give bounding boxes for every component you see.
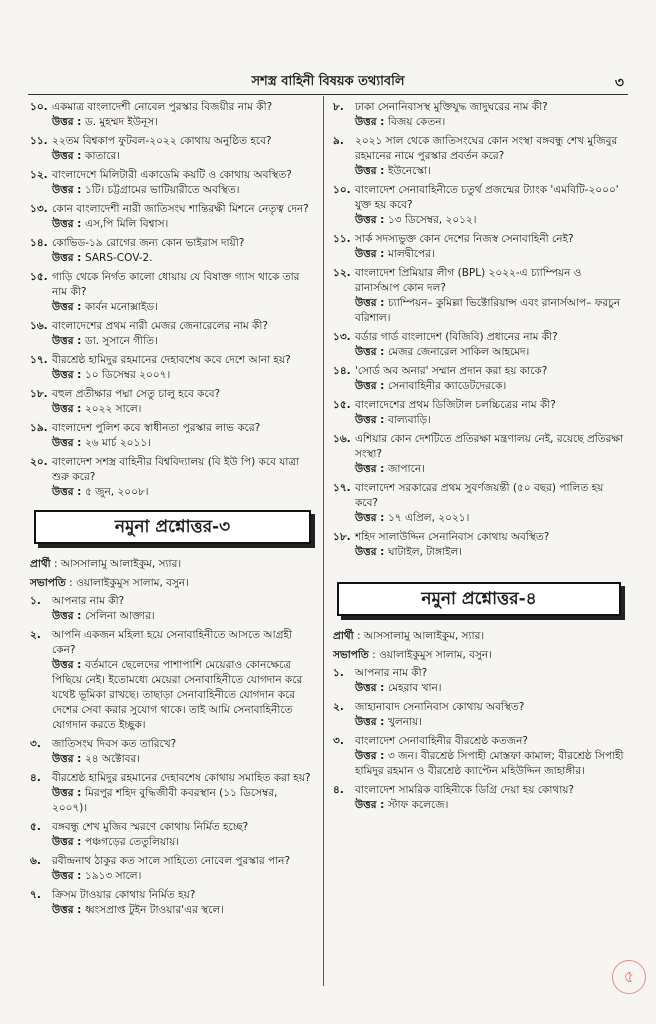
question <box>333 700 625 715</box>
question <box>30 854 315 869</box>
question-text: গাড়ি থেকে নির্গত কালো ধোয়ায় যে বিষাক্ত গ্যাস থাকে তার নাম কী? <box>52 271 300 298</box>
question <box>333 432 625 462</box>
question-number: ২. <box>30 629 41 641</box>
chair-label: সভাপতি <box>30 577 66 589</box>
question-number: ৩. <box>333 735 344 747</box>
answer: উত্তর : পঞ্চগড়ের তেতুলিয়ায়। <box>52 836 180 848</box>
qa-item <box>30 353 315 383</box>
question-number: ১. <box>333 667 344 679</box>
watermark-stamp-icon: ৫ <box>612 960 646 994</box>
answer: উত্তর : বর্তমানে ছেলেদের পাশাপাশি মেয়েরাও কোনক্ষেত্রে পিছিয়ে নেই। ইতোমধ্যে মেয়েরা সেনাবাহিনীতে যোগদান করে যথেষ্ট ভূমিকা রাখছে। তাছাড়া সেনাবাহিনীতে যোগদান করে দেশের সেবা করার সুযোগ থাকে। তাই আমি সেনাবাহিনীতে যোগদান করতে ইচ্ছুক। <box>52 659 303 731</box>
question <box>333 100 625 115</box>
answer: উত্তর : ১০ ডিসেম্বর ২০০৭। <box>52 369 171 381</box>
answer-label: উত্তর <box>355 297 377 309</box>
answer-label: উত্তর <box>52 252 74 264</box>
question-text: 'সোর্ড অব অনার' সম্মান প্রদান করা হয় কাকে? <box>355 365 548 377</box>
answer: উত্তর : ৩ জন। বীরশ্রেষ্ঠ সিপাহী মোস্তফা কামাল; বীরশ্রেষ্ঠ সিপাহী হামিদুর রহমান ও বীরশ্রেষ্ঠ ক্যাপ্টেন মহিউদ্দিন জাহাঙ্গীর। <box>355 750 624 777</box>
question-number: ১৬. <box>333 433 351 445</box>
question <box>333 666 625 681</box>
section-3-question-list <box>30 594 315 918</box>
qa-item <box>30 236 315 266</box>
question-text: জাহানাবাদ সেনানিবাস কোথায় অবস্থিত? <box>355 701 525 713</box>
answer-label: উত্তর <box>52 904 74 916</box>
qa-item <box>30 455 315 500</box>
question <box>333 330 625 345</box>
qa-item <box>333 100 625 130</box>
answer: উত্তর : ধ্বংসপ্রাপ্ত টুইন টাওয়ার'এর স্থলে। <box>52 904 224 916</box>
qa-item <box>30 628 315 733</box>
question-text: ক্রিসম টাওয়ার কোথায় নির্মিত হয়? <box>52 889 196 901</box>
question-text: শহিদ সালাউদ্দিন সেনানিবাস কোথায় অবস্থিত? <box>355 531 550 543</box>
question-text: বাংলাদেশে মিলিটারী একাডেমি কয়টি ও কোথায় অবস্থিত? <box>52 169 292 181</box>
qa-item <box>30 888 315 918</box>
question-text: বাংলাদেশ সরকারের প্রথম সুবর্ণজয়ন্তী (৫০ বছর) পালিত হয় কবে? <box>355 482 604 509</box>
qa-item <box>30 594 315 624</box>
question-number: ১. <box>30 595 41 607</box>
answer: উত্তর : ড. মুহম্মদ ইউনূস। <box>52 116 158 128</box>
answer: উত্তর : SARS-COV-2. <box>52 252 153 264</box>
question-number: ৪. <box>30 772 41 784</box>
answer-text: ২৪ অক্টোবর। <box>84 753 141 765</box>
answer-label: উত্তর <box>52 836 74 848</box>
question-number: ৪. <box>333 784 344 796</box>
answer: উত্তর : ডা. সুসানে গীতি। <box>52 335 158 347</box>
left-question-list <box>30 100 315 500</box>
qa-item <box>333 666 625 696</box>
answer-label: উত্তর <box>355 214 377 226</box>
answer-text: কাতারে। <box>84 150 121 162</box>
answer-label: উত্তর <box>52 184 74 196</box>
answer: উত্তর : ঘাটাইল, টাঙ্গাইল। <box>355 546 463 558</box>
answer-text: ঘাটাইল, টাঙ্গাইল। <box>387 546 463 558</box>
question-text: আপনার নাম কী? <box>52 595 125 607</box>
question <box>333 266 625 296</box>
question-number: ১৪. <box>30 237 48 249</box>
question-number: ৫. <box>30 821 41 833</box>
question-number: ৬. <box>30 855 41 867</box>
candidate-greeting-2: প্রার্থী : আসসালামু আলাইকুম, স্যার। <box>333 630 485 642</box>
qa-item <box>333 364 625 394</box>
answer-text: সেলিনা আক্তার। <box>84 610 155 622</box>
question <box>333 364 625 379</box>
page-title: সশস্ত্র বাহিনী বিষয়ক তথ্যাবলি <box>251 74 405 89</box>
question <box>30 168 315 183</box>
question-text: সার্ক সদস্যভুক্ত কোন দেশের নিজস্ব সেনাবাহিনী নেই? <box>355 233 574 245</box>
question-number: ১০. <box>30 101 48 113</box>
section-4-question-list <box>333 666 625 813</box>
qa-item <box>30 168 315 198</box>
chair-greeting-2: সভাপতি : ওয়ালাইকুমুস সালাম, বসুন। <box>333 649 492 661</box>
question <box>30 421 315 436</box>
question-number: ১৯. <box>30 422 48 434</box>
qa-item <box>30 421 315 451</box>
answer: উত্তর : ২০২২ সালে। <box>52 403 142 415</box>
question-text: ঢাকা সেনানিবাসস্থ মুক্তিযুদ্ধ জাদুঘরের নাম কী? <box>355 101 548 113</box>
column-divider <box>323 96 324 986</box>
question <box>30 455 315 485</box>
answer-text: ইউনেস্কো। <box>387 165 431 177</box>
answer-text: SARS-COV-2. <box>84 252 153 264</box>
question-number: ৩. <box>30 738 41 750</box>
qa-item <box>333 330 625 360</box>
answer: উত্তর : সেনাবাহিনীর ক্যাডেটদেরকে। <box>355 380 507 392</box>
question-number: ৯. <box>333 135 344 147</box>
answer: উত্তর : চ্যাম্পিয়ন– কুমিল্লা ভিক্টোরিয়ান্স এবং রানার্সআপ– ফরচুন বরিশাল। <box>355 297 621 324</box>
question <box>30 270 315 300</box>
question-number: ১১. <box>30 135 48 147</box>
qa-item <box>30 737 315 767</box>
answer-label: উত্তর <box>355 546 377 558</box>
question <box>30 888 315 903</box>
question-number: ১৮. <box>333 531 351 543</box>
question <box>333 232 625 247</box>
question <box>30 319 315 334</box>
answer-label: উত্তর <box>355 750 377 762</box>
question <box>30 134 315 149</box>
answer-text: ১৯১৩ সালে। <box>84 870 142 882</box>
question-text: ২২তম বিশ্বকাপ ফুটবল-২০২২ কোথায় অনুষ্ঠিত হবে? <box>52 135 272 147</box>
question-number: ১২. <box>30 169 48 181</box>
question <box>333 134 625 164</box>
answer-text: মালদ্বীপের। <box>387 248 435 260</box>
section-4-heading: নমুনা প্রশ্নোত্তর-৪ <box>337 582 621 616</box>
answer: উত্তর : ১৩ ডিসেম্বর, ২০১২। <box>355 214 477 226</box>
answer: উত্তর : কাতারে। <box>52 150 121 162</box>
answer-text: বাল্যবাড়ি। <box>387 414 431 426</box>
answer-label: উত্তর <box>52 218 74 230</box>
question-text: আপনার নাম কী? <box>355 667 428 679</box>
answer-label: উত্তর <box>52 486 74 498</box>
question-text: বর্ডার গার্ড বাংলাদেশ (বিজিবি) প্রধানের নাম কী? <box>355 331 558 343</box>
question-number: ১০. <box>333 184 351 196</box>
question <box>30 628 315 658</box>
question-number: ১৫. <box>333 399 351 411</box>
question <box>30 771 315 786</box>
question-text: বাংলাদেশ সেনাবাহিনীর বীরশ্রেষ্ঠ কতজন? <box>355 735 528 747</box>
question-text: কোন বাংলাদেশী নারী জাতিসংঘ শান্তিরক্ষী মিশনে নেতৃত্ব দেন? <box>52 203 309 215</box>
left-column <box>30 100 315 922</box>
answer-text: খুলনায়। <box>387 716 422 728</box>
answer-text: ৩ জন। বীরশ্রেষ্ঠ সিপাহী মোস্তফা কামাল; বীরশ্রেষ্ঠ সিপাহী হামিদুর রহমান ও বীরশ্রেষ্ঠ ক্যাপ্টেন মহিউদ্দিন জাহাঙ্গীর। <box>355 750 624 777</box>
chair-text: ওয়ালাইকুমুস সালাম, বসুন। <box>76 577 189 589</box>
answer: উত্তর : বিজয় কেতন। <box>355 116 446 128</box>
question-number: ১৫. <box>30 271 48 283</box>
answer-text: মেহরাব খান। <box>387 682 442 694</box>
answer: উত্তর : ২৬ মার্চ ২০১১। <box>52 437 151 449</box>
answer: উত্তর : কার্বন মনোক্সাইড। <box>52 301 158 313</box>
question-number: ১৬. <box>30 320 48 332</box>
question-number: ২. <box>333 701 344 713</box>
right-question-list <box>333 100 625 560</box>
answer-label: উত্তর <box>355 716 377 728</box>
question-text: বাংলাদেশ সশস্ত্র বাহিনীর বিশ্ববিদ্যালয় (বি ইউ পি) কবে যাত্রা শুরু করে? <box>52 456 300 483</box>
question-text: আপনি একজন মহিলা হয়ে সেনাবাহিনীতে আসতে আগ্রহী কেন? <box>52 629 293 656</box>
qa-item <box>333 481 625 526</box>
answer-label: উত্তর <box>52 787 74 799</box>
answer-label: উত্তর <box>52 150 74 162</box>
answer-label: উত্তর <box>355 682 377 694</box>
question <box>30 737 315 752</box>
answer-text: সেনাবাহিনীর ক্যাডেটদেরকে। <box>387 380 507 392</box>
question <box>30 236 315 251</box>
question-text: বীরশ্রেষ্ঠ হামিদুর রহমানের দেহাবশেষ কবে দেশে আনা হয়? <box>52 354 291 366</box>
qa-item <box>30 270 315 315</box>
answer: উত্তর : মেজর জেনারেল সাকিল আহমেদ। <box>355 346 530 358</box>
question-number: ১১. <box>333 233 351 245</box>
answer: উত্তর : ১টি। চট্টগ্রামের ভাটিয়ারীতে অবস্থিত। <box>52 184 240 196</box>
qa-item <box>30 854 315 884</box>
question-text: বাংলাদেশের প্রথম নারী মেজর জেনারেলের নাম কী? <box>52 320 268 332</box>
answer: উত্তর : মিরপুর শহিদ বুদ্ধিজীবী কবরস্থান (১১ ডিসেম্বর, ২০০৭)। <box>52 787 278 814</box>
answer-label: উত্তর <box>52 753 74 765</box>
answer-text: এস,পি মিলি বিশ্বাস। <box>84 218 169 230</box>
question <box>333 530 625 545</box>
question-number: ১৩. <box>30 203 48 215</box>
answer-text: ২৬ মার্চ ২০১১। <box>84 437 151 449</box>
answer-label: উত্তর <box>52 301 74 313</box>
answer-text: মেজর জেনারেল সাকিল আহমেদ। <box>387 346 530 358</box>
answer-text: স্টাফ কলেজে। <box>387 799 449 811</box>
qa-item <box>30 771 315 816</box>
qa-item <box>333 134 625 179</box>
question-number: ৮. <box>333 101 344 113</box>
page-number: ৩ <box>614 75 624 91</box>
answer-label: উত্তর <box>355 463 377 475</box>
answer-label: উত্তর <box>52 369 74 381</box>
question-text: বাংলাদেশের প্রথম ডিজিটাল চলচ্চিত্রের নাম কী? <box>355 399 556 411</box>
qa-item <box>30 820 315 850</box>
question-number: ১৮. <box>30 388 48 400</box>
candidate-label-2: প্রার্থী <box>333 630 354 642</box>
question <box>333 481 625 511</box>
question-number: ১২. <box>333 267 351 279</box>
answer-text: ১টি। চট্টগ্রামের ভাটিয়ারীতে অবস্থিত। <box>84 184 240 196</box>
qa-item <box>333 530 625 560</box>
answer: উত্তর : সেলিনা আক্তার। <box>52 610 155 622</box>
qa-item <box>30 100 315 130</box>
qa-item <box>333 700 625 730</box>
answer-label: উত্তর <box>52 116 74 128</box>
candidate-greeting: প্রার্থী : আসসালামু আলাইকুম, স্যার। <box>30 558 182 570</box>
question <box>30 100 315 115</box>
answer-text: পঞ্চগড়ের তেতুলিয়ায়। <box>84 836 180 848</box>
question-text: বাংলাদেশ প্রিমিয়ার লীগ (BPL) ২০২২-এ চ্যাম্পিয়ন ও রানার্সআপ কোন দল? <box>355 267 582 294</box>
question <box>30 387 315 402</box>
qa-item <box>333 266 625 326</box>
answer: উত্তর : এস,পি মিলি বিশ্বাস। <box>52 218 169 230</box>
answer-text: বিজয় কেতন। <box>387 116 446 128</box>
answer-label: উত্তর <box>355 380 377 392</box>
qa-item <box>333 734 625 779</box>
chair-text-2: ওয়ালাইকুমুস সালাম, বসুন। <box>379 649 492 661</box>
answer-text: কার্বন মনোক্সাইড। <box>84 301 158 313</box>
question <box>333 783 625 798</box>
answer: উত্তর : ১৯১৩ সালে। <box>52 870 142 882</box>
qa-item <box>333 232 625 262</box>
answer: উত্তর : স্টাফ কলেজে। <box>355 799 449 811</box>
answer: উত্তর : ২৪ অক্টোবর। <box>52 753 141 765</box>
question <box>333 734 625 749</box>
answer: উত্তর : জাপানে। <box>355 463 425 475</box>
answer-text: ১০ ডিসেম্বর ২০০৭। <box>84 369 171 381</box>
answer-label: উত্তর <box>52 610 74 622</box>
answer-text: ১৩ ডিসেম্বর, ২০১২। <box>387 214 477 226</box>
question-number: ১৭. <box>30 354 48 366</box>
page-header <box>28 68 628 95</box>
qa-item <box>333 783 625 813</box>
answer-label: উত্তর <box>355 116 377 128</box>
qa-item <box>30 319 315 349</box>
candidate-text-2: আসসালামু আলাইকুম, স্যার। <box>363 630 485 642</box>
question <box>30 353 315 368</box>
question-text: জাতিসংঘ দিবস কত তারিখে? <box>52 738 177 750</box>
qa-item <box>30 387 315 417</box>
answer-text: চ্যাম্পিয়ন– কুমিল্লা ভিক্টোরিয়ান্স এবং রানার্সআপ– ফরচুন বরিশাল। <box>355 297 621 324</box>
candidate-label: প্রার্থী <box>30 558 51 570</box>
answer-label: উত্তর <box>52 403 74 415</box>
answer-text: ২০২২ সালে। <box>84 403 142 415</box>
qa-item <box>333 398 625 428</box>
question <box>30 202 315 217</box>
question-number: ৭. <box>30 889 41 901</box>
question-number: ১৭. <box>333 482 351 494</box>
question <box>333 183 625 213</box>
answer-text: ধ্বংসপ্রাপ্ত টুইন টাওয়ার'এর স্থলে। <box>84 904 224 916</box>
answer-label: উত্তর <box>355 799 377 811</box>
answer-label: উত্তর <box>52 659 74 671</box>
answer: উত্তর : মালদ্বীপের। <box>355 248 435 260</box>
answer: উত্তর : খুলনায়। <box>355 716 422 728</box>
answer-label: উত্তর <box>52 870 74 882</box>
answer: উত্তর : বাল্যবাড়ি। <box>355 414 431 426</box>
question-text: বহুল প্রতীক্ষার পদ্মা সেতু চালু হবে কবে? <box>52 388 221 400</box>
question-text: একমাত্র বাংলাদেশী নোবেল পুরস্কার বিজয়ীর নাম কী? <box>52 101 273 113</box>
answer: উত্তর : মেহরাব খান। <box>355 682 442 694</box>
answer-text: ড. মুহম্মদ ইউনূস। <box>84 116 158 128</box>
chair-label-2: সভাপতি <box>333 649 369 661</box>
question-text: এশিয়ার কোন দেশটিতে প্রতিরক্ষা মন্ত্রণালয় নেই, রয়েছে প্রতিরক্ষা সংস্থা? <box>355 433 624 460</box>
answer-text: ৫ জুন, ২০০৮। <box>84 486 149 498</box>
section-3-heading: নমুনা প্রশ্নোত্তর-৩ <box>34 510 311 544</box>
answer-label: উত্তর <box>52 437 74 449</box>
qa-item <box>333 183 625 228</box>
question-number: ২০. <box>30 456 48 468</box>
answer-label: উত্তর <box>355 414 377 426</box>
qa-item <box>30 134 315 164</box>
answer-text: ১৭ এপ্রিল, ২০২১। <box>387 512 470 524</box>
answer-label: উত্তর <box>355 165 377 177</box>
question <box>333 398 625 413</box>
answer: উত্তর : ইউনেস্কো। <box>355 165 431 177</box>
answer-label: উত্তর <box>355 512 377 524</box>
answer: উত্তর : ১৭ এপ্রিল, ২০২১। <box>355 512 470 524</box>
question <box>30 820 315 835</box>
question-text: বাংলাদেশ পুলিশ কবে স্বাধীনতা পুরস্কার লাভ করে? <box>52 422 261 434</box>
question-number: ১৩. <box>333 331 351 343</box>
question-text: ২০২১ সাল থেকে জাতিসংঘের কোন সংস্থা বঙ্গবন্ধু শেখ মুজিবুর রহমানের নামে পুরস্কার প্রবর্তন করে? <box>355 135 618 162</box>
question-number: ১৪. <box>333 365 351 377</box>
qa-item <box>30 202 315 232</box>
answer-label: উত্তর <box>355 248 377 260</box>
question-text: কোভিড-১৯ রোগের জন্য কোন ভাইরাস দায়ী? <box>52 237 245 249</box>
answer: উত্তর : ৫ জুন, ২০০৮। <box>52 486 149 498</box>
answer-label: উত্তর <box>52 335 74 347</box>
question-text: বীরশ্রেষ্ঠ হামিদুর রহমানের দেহাবশেষ কোথায় সমাহিত করা হয়? <box>52 772 311 784</box>
answer-label: উত্তর <box>355 346 377 358</box>
answer-text: জাপানে। <box>387 463 425 475</box>
question-text: বাংলাদেশ সেনাবাহিনীতে চতুর্থ প্রজন্মের ট্যাংক 'এমবিটি-২০০০' যুক্ত হয় কবে? <box>355 184 619 211</box>
answer-text: বর্তমানে ছেলেদের পাশাপাশি মেয়েরাও কোনক্ষেত্রে পিছিয়ে নেই। ইতোমধ্যে মেয়েরা সেনাবাহিনীতে যোগদান করে যথেষ্ট ভূমিকা রাখছে। তাছাড়া সেনাবাহিনীতে যোগদান করে দেশের সেবা করার সুযোগ থাকে। তাই আমি সেনাবাহিনীতে যোগদান করতে ইচ্ছুক। <box>52 659 303 731</box>
answer-text: ডা. সুসানে গীতি। <box>84 335 158 347</box>
question-text: বঙ্গবন্ধু শেখ মুজিব স্মরণে কোথায় নির্মিত হচ্ছে? <box>52 821 249 833</box>
chair-greeting: সভাপতি : ওয়ালাইকুমুস সালাম, বসুন। <box>30 577 189 589</box>
candidate-text: আসসালামু আলাইকুম, স্যার। <box>60 558 182 570</box>
answer-text: মিরপুর শহিদ বুদ্ধিজীবী কবরস্থান (১১ ডিসেম্বর, ২০০৭)। <box>52 787 278 814</box>
question-text: বাংলাদেশ সামরিক বাহিনীকে ডিগ্রি দেয়া হয় কোথায়? <box>355 784 574 796</box>
question <box>30 594 315 609</box>
right-column <box>333 100 625 817</box>
question-text: রবীন্দ্রনাথ ঠাকুর কত সালে সাহিত্যে নোবেল পুরস্কার পান? <box>52 855 291 867</box>
qa-item <box>333 432 625 477</box>
